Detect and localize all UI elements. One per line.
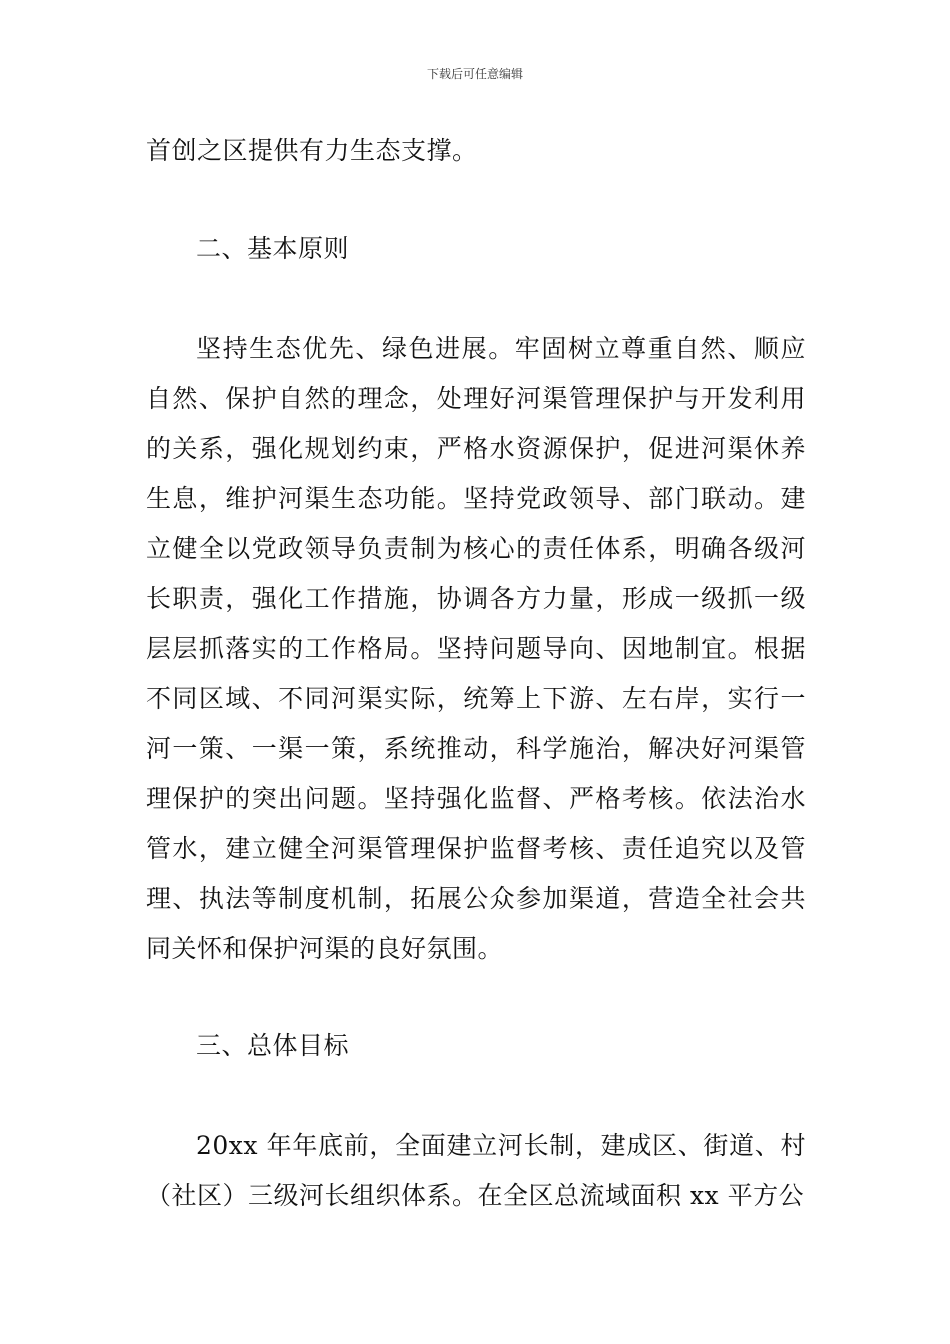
goals-paragraph: 20xx 年年底前，全面建立河长制，建成区、街道、村（社区）三级河长组织体系。在全区总流域面积 xx 平方公 bbox=[146, 1131, 806, 1210]
section-heading-principles: 二、基本原则 bbox=[196, 234, 350, 263]
section-heading-goals: 三、总体目标 bbox=[196, 1031, 350, 1060]
page-header-note: 下载后可任意编辑 bbox=[426, 67, 523, 81]
principles-paragraph: 坚持生态优先、绿色进展。牢固树立尊重自然、顺应自然、保护自然的理念，处理好河渠管理保护与开发利用的关系，强化规划约束，严格水资源保护，促进河渠休养生息，维护河渠生态功能。坚持党政领导、部门联动。建立健全以党政领导负责制为核心的责任体系，明确各级河长职责，强化工作措施，协调各方力量，形成一级抓一级层层抓落实的工作格局。坚持问题导向、因地制宜。根据不同区域、不同河渠实际，统筹上下游、左右岸，实行一河一策、一渠一策，系统推动，科学施治，解决好河渠管理保护的突出问题。坚持强化监督、严格考核。依法治水管水，建立健全河渠管理保护监督考核、责任追究以及管理、执法等制度机制，拓展公众参加渠道，营造全社会共同关怀和保护河渠的良好氛围。 bbox=[146, 334, 806, 963]
continuation-paragraph: 首创之区提供有力生态支撑。 bbox=[146, 136, 478, 165]
